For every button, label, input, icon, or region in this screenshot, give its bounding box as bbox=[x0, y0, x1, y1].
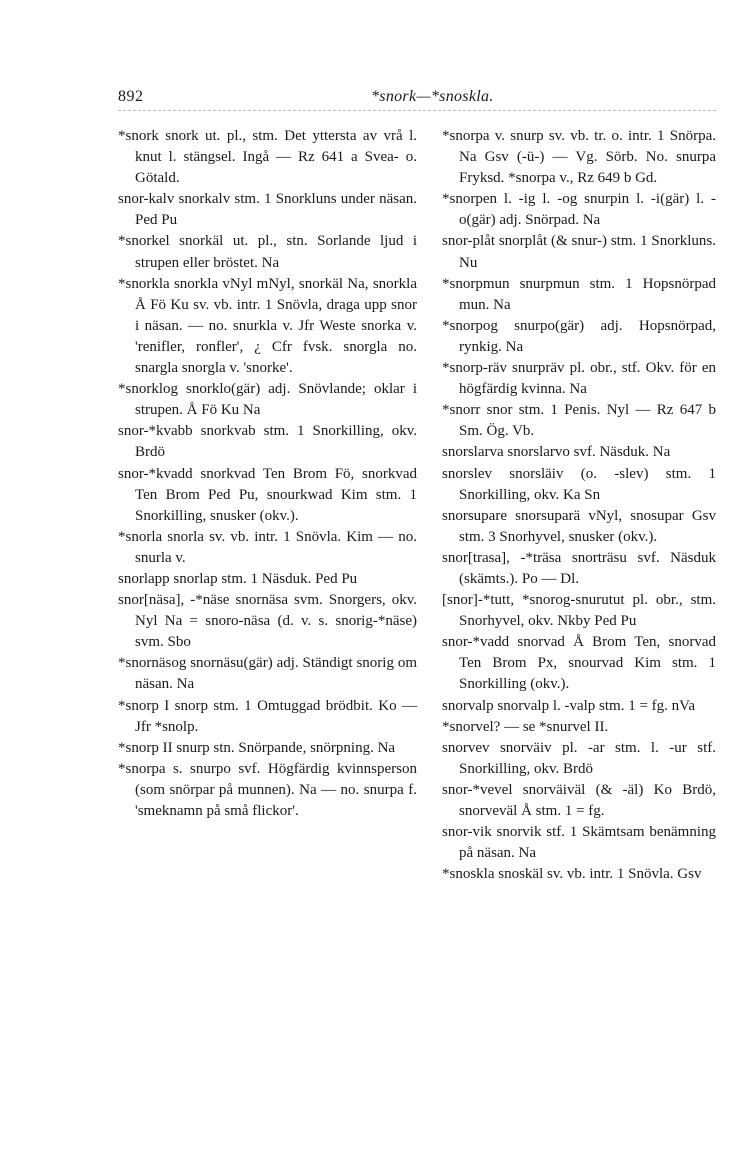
dictionary-entry: *snork snork ut. pl., stm. Det yttersta av vrå l. knut l. stängsel. Ingå — Rz 641 a Svea- o. Götald. bbox=[118, 128, 417, 187]
dictionary-entry: *snorvel? — se *snurvel II. bbox=[442, 718, 609, 735]
dictionary-entry: *snorpmun snurpmun stm. 1 Hopsnörpad mun. Na bbox=[442, 275, 716, 313]
dictionary-entry: snorslev snorsläiv (o. -slev) stm. 1 Snorkilling, okv. Ka Sn bbox=[442, 465, 716, 503]
dictionary-entry: *snorkel snorkäl ut. pl., stn. Sorlande ljud i strupen eller bröstet. Na bbox=[118, 233, 417, 271]
right-column bbox=[442, 126, 716, 885]
dictionary-entry: snor-*kvabb snorkvab stm. 1 Snorkilling, okv. Brdö bbox=[118, 423, 417, 461]
dictionary-entry: *snorpa s. snurpo svf. Högfärdig kvinnsperson (som snörpar på munnen). Na — no. snurpa f. 'smeknamn på små flickor'. bbox=[118, 760, 417, 819]
left-column bbox=[118, 126, 417, 822]
dictionary-entry: *snorpen l. -ig l. -og snurpin l. -i(gär) l. -o(gär) adj. Snörpad. Na bbox=[442, 191, 716, 229]
dictionary-entry: snorlapp snorlap stm. 1 Näsduk. Ped Pu bbox=[118, 570, 358, 587]
dictionary-entry: *snorla snorla sv. vb. intr. 1 Snövla. Kim — no. snurla v. bbox=[118, 528, 417, 566]
dictionary-entry: *snornäsog snornäsu(gär) adj. Ständigt snorig om näsan. Na bbox=[118, 655, 417, 693]
dictionary-entry: snorvev snorväiv pl. -ar stm. l. -ur stf. Snorkilling, okv. Brdö bbox=[442, 739, 716, 777]
dictionary-entry: snor-*vevel snorväiväl (& -äl) Ko Brdö, snorveväl Å stm. 1 = fg. bbox=[442, 781, 716, 819]
dictionary-entry: [snor]-*tutt, *snorog-snurutut pl. obr., stm. Snorhyvel, okv. Nkby Ped Pu bbox=[442, 592, 716, 630]
dictionary-entry: *snorkla snorkla vNyl mNyl, snorkäl Na, snorkla Å Fö Ku sv. vb. intr. 1 Snövla, draga upp snor i näsan. — no. snurkla v. Jfr Weste snorka v. 'renifler, ronfler', ¿ Cfr fvsk. snorgla no. snargla snorgla v. 'snorke'. bbox=[118, 275, 417, 377]
dictionary-entry: snor-vik snorvik stf. 1 Skämtsam benämning på näsan. Na bbox=[442, 824, 716, 862]
dictionary-entry: *snorp-räv snurpräv pl. obr., stf. Okv. för en högfärdig kvinna. Na bbox=[442, 360, 716, 398]
dictionary-entry: *snorp II snurp stn. Snörpande, snörpning. Na bbox=[118, 739, 396, 756]
dictionary-entry: snor-*kvadd snorkvad Ten Brom Fö, snorkvad Ten Brom Ped Pu, snourkwad Kim stm. 1 Snorkilling, snusker (okv.). bbox=[118, 465, 417, 524]
dictionary-entry: snor[näsa], -*näse snornäsa svm. Snorgers, okv. Nyl Na = snoro-näsa (d. v. s. snorig-*näse) svm. Sbo bbox=[118, 592, 417, 651]
dictionary-entry: *snorpog snurpo(gär) adj. Hopsnörpad, rynkig. Na bbox=[442, 317, 716, 355]
dictionary-entry: *snoskla snoskäl sv. vb. intr. 1 Snövla. Gsv bbox=[442, 866, 702, 883]
dictionary-entry: *snorpa v. snurp sv. vb. tr. o. intr. 1 Snörpa. Na Gsv (-ü-) — Vg. Sörb. No. snurpa Fryksd. *snorpa v., Rz 649 b Gd. bbox=[442, 128, 716, 187]
dictionary-entry: snor-plåt snorplåt (& snur-) stm. 1 Snorkluns. Nu bbox=[442, 233, 716, 271]
dictionary-entry: snor[trasa], -*träsa snorträsu svf. Näsduk (skämts.). Po — Dl. bbox=[442, 549, 716, 587]
dictionary-entry: *snorr snor stm. 1 Penis. Nyl — Rz 647 b Sm. Ög. Vb. bbox=[442, 402, 716, 440]
dictionary-entry: snor-kalv snorkalv stm. 1 Snorkluns under näsan. Ped Pu bbox=[118, 191, 417, 229]
dictionary-entry: snorvalp snorvalp l. -valp stm. 1 = fg. nVa bbox=[442, 697, 696, 714]
header-rule bbox=[118, 110, 716, 111]
dictionary-entry: snorsupare snorsuparä vNyl, snosupar Gsv stm. 3 Snorhyvel, snusker (okv.). bbox=[442, 507, 716, 545]
dictionary-entry: snorslarva snorslarvo svf. Näsduk. Na bbox=[442, 444, 671, 461]
dictionary-entry: *snorp I snorp stm. 1 Omtuggad brödbit. Ko — Jfr *snolp. bbox=[118, 697, 417, 735]
page-number: 892 bbox=[118, 88, 144, 105]
running-head: *snork—*snoskla. bbox=[371, 88, 494, 105]
dictionary-entry: *snorklog snorklo(gär) adj. Snövlande; oklar i strupen. Å Fö Ku Na bbox=[118, 381, 417, 419]
dictionary-entry: snor-*vadd snorvad Å Brom Ten, snorvad Ten Brom Px, snourvad Kim stm. 1 Snorkilling (okv.). bbox=[442, 634, 716, 693]
